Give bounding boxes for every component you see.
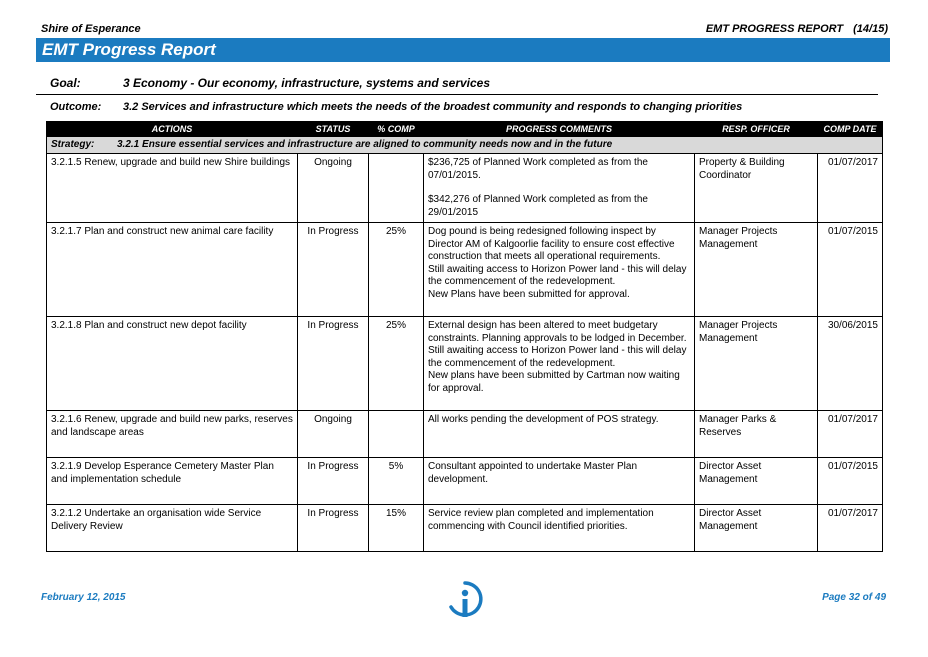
comments-cell — [424, 411, 695, 458]
status-cell: In Progress — [298, 458, 369, 505]
officer-cell: Manager Parks & Reserves — [695, 411, 818, 458]
date-cell: 01/07/2017 — [818, 154, 883, 223]
goal-label: Goal: — [50, 76, 81, 90]
table-row — [47, 411, 883, 458]
comment-text: New plans have been submitted by Cartman now waiting for approval. — [428, 370, 680, 394]
comments-cell — [424, 223, 695, 317]
date-cell: 01/07/2017 — [818, 411, 883, 458]
report-header — [706, 23, 888, 35]
table-row — [47, 223, 883, 317]
report-title: EMT PROGRESS REPORT — [705, 23, 844, 35]
action-cell: 3.2.1.8 Plan and construct new depot facility — [47, 317, 298, 411]
status-cell: Ongoing — [298, 154, 369, 223]
info-logo-icon — [443, 577, 487, 621]
goal-divider — [36, 94, 878, 95]
outcome-line — [50, 101, 890, 113]
col-officer-header: RESP. OFFICER — [695, 122, 818, 137]
action-cell: 3.2.1.2 Undertake an organisation wide Service Delivery Review — [47, 505, 298, 552]
strategy-cell — [47, 137, 883, 154]
officer-cell: Property & Building Coordinator — [695, 154, 818, 223]
officer-cell: Manager Projects Management — [695, 317, 818, 411]
strategy-row — [47, 137, 883, 154]
outcome-label: Outcome: — [50, 101, 102, 113]
comments-cell — [424, 154, 695, 223]
progress-table — [46, 121, 883, 552]
action-cell: 3.2.1.7 Plan and construct new animal care facility — [47, 223, 298, 317]
table-row — [47, 458, 883, 505]
comment-text: External design has been altered to meet budgetary constraints. Planning approvals to be lodged in December. — [428, 320, 687, 344]
comp-cell: 25% — [369, 317, 424, 411]
status-cell: In Progress — [298, 317, 369, 411]
comment-text: Still awaiting access to Horizon Power land - this will delay the commencement of the redevelopment. — [428, 345, 687, 369]
table-row — [47, 154, 883, 223]
report-date: February 12, 2015 — [41, 592, 126, 603]
comp-cell: 15% — [369, 505, 424, 552]
date-cell: 01/07/2017 — [818, 505, 883, 552]
col-date-header: COMP DATE — [818, 122, 883, 137]
col-comments-header: PROGRESS COMMENTS — [424, 122, 695, 137]
organisation-name: Shire of Esperance — [41, 23, 141, 35]
report-period: (14/15) — [853, 23, 888, 35]
strategy-text: 3.2.1 Ensure essential services and infrastructure are aligned to community needs now and in the future — [117, 139, 613, 150]
comment-text: $342,276 of Planned Work completed as from the 29/01/2015 — [428, 194, 648, 218]
officer-cell: Director Asset Management — [695, 505, 818, 552]
status-cell: In Progress — [298, 223, 369, 317]
comp-cell: 25% — [369, 223, 424, 317]
comment-text: All works pending the development of POS strategy. — [428, 414, 659, 425]
date-cell: 01/07/2015 — [818, 458, 883, 505]
date-cell: 01/07/2015 — [818, 223, 883, 317]
date-cell: 30/06/2015 — [818, 317, 883, 411]
action-cell: 3.2.1.5 Renew, upgrade and build new Shire buildings — [47, 154, 298, 223]
table-header-row — [47, 122, 883, 137]
officer-cell: Manager Projects Management — [695, 223, 818, 317]
outcome-text: 3.2 Services and infrastructure which meets the needs of the broadest community and responds to changing priorities — [123, 101, 743, 113]
action-cell: 3.2.1.9 Develop Esperance Cemetery Master Plan and implementation schedule — [47, 458, 298, 505]
goal-text: 3 Economy - Our economy, infrastructure, systems and services — [123, 76, 491, 90]
comment-text: New Plans have been submitted for approval. — [428, 288, 630, 300]
page-title-banner: EMT Progress Report — [36, 38, 890, 62]
col-actions-header: ACTIONS — [47, 122, 298, 137]
comment-text: Still awaiting access to Horizon Power land - this will delay the commencement of the redevelopment. — [428, 263, 687, 287]
comments-cell — [424, 458, 695, 505]
status-cell: In Progress — [298, 505, 369, 552]
col-status-header: STATUS — [298, 122, 369, 137]
comp-cell: 5% — [369, 458, 424, 505]
comments-cell — [424, 505, 695, 552]
table-row — [47, 317, 883, 411]
comp-cell — [369, 411, 424, 458]
comp-cell — [369, 154, 424, 223]
comment-text: Dog pound is being redesigned following inspect by Director AM of Kalgoorlie facility to ensure cost effective construction that meets all operational requirements. — [428, 226, 675, 262]
table-row — [47, 505, 883, 552]
comment-text: Service review plan completed and implementation commencing with Council identified priorities. — [428, 508, 654, 532]
action-cell: 3.2.1.6 Renew, upgrade and build new parks, reserves and landscape areas — [47, 411, 298, 458]
page-number: Page 32 of 49 — [822, 592, 886, 603]
goal-line — [50, 76, 878, 90]
status-cell: Ongoing — [298, 411, 369, 458]
comments-cell — [424, 317, 695, 411]
comment-text: Consultant appointed to undertake Master Plan development. — [428, 461, 638, 485]
strategy-label: Strategy: — [51, 139, 95, 150]
officer-cell: Director Asset Management — [695, 458, 818, 505]
col-comp-header: % COMP — [369, 122, 424, 137]
comment-text: $236,725 of Planned Work completed as from the 07/01/2015. — [428, 157, 648, 181]
